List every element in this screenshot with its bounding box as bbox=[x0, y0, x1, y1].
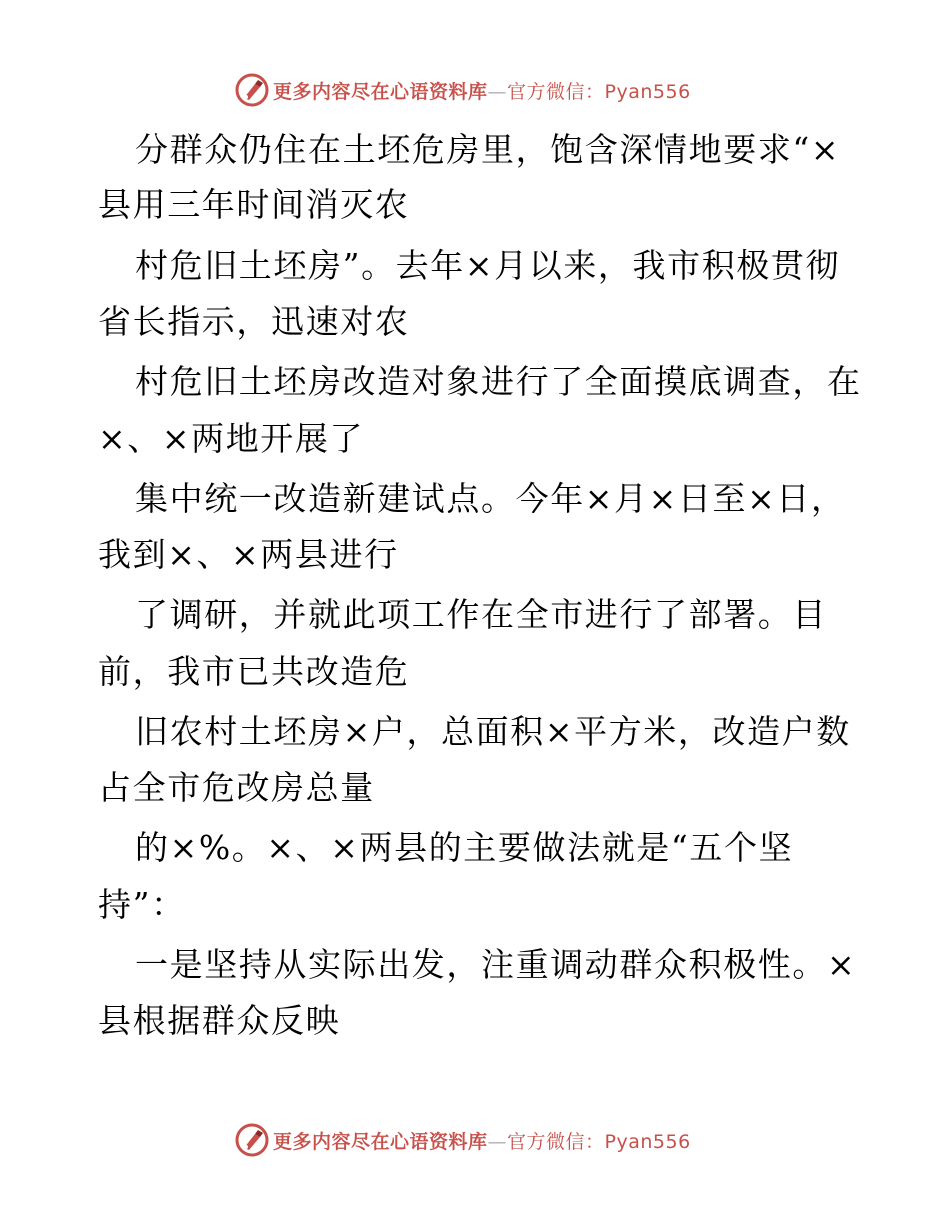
watermark-wechat-text: 官方微信： bbox=[507, 80, 605, 103]
paragraph-line: 省长指示，迅速对农 bbox=[98, 302, 410, 341]
watermark-wechat-id: Pyan556 bbox=[604, 80, 691, 103]
paragraph-line: 持”： bbox=[98, 885, 186, 924]
paragraph-line: 了调研，并就此项工作在全市进行了部署。目 bbox=[135, 595, 827, 634]
watermark-main-text: 更多内容尽在心语资料库 bbox=[273, 1130, 488, 1153]
paragraph-line: 县根据群众反映 bbox=[98, 1001, 341, 1040]
fountain-pen-logo-icon bbox=[235, 1123, 269, 1157]
watermark-wechat-id: Pyan556 bbox=[604, 1130, 691, 1153]
watermark-label bbox=[273, 1127, 691, 1154]
paragraph-line: 我到×、×两县进行 bbox=[98, 535, 399, 574]
paragraph-line: 村危旧土坯房”。去年×月以来，我市积极贯彻 bbox=[135, 246, 841, 285]
watermark-dash: — bbox=[487, 1130, 508, 1153]
paragraph-line: 一是坚持从实际出发，注重调动群众积极性。× bbox=[135, 945, 857, 984]
paragraph-line: 县用三年时间消灭农 bbox=[98, 185, 410, 224]
fountain-pen-logo-icon bbox=[235, 73, 269, 107]
watermark-wechat-text: 官方微信： bbox=[507, 1130, 605, 1153]
watermark-footer bbox=[235, 1120, 691, 1160]
watermark-dash: — bbox=[487, 80, 508, 103]
paragraph-line: 村危旧土坯房改造对象进行了全面摸底调查，在 bbox=[135, 362, 862, 401]
paragraph-line: 旧农村土坯房×户，总面积×平方米，改造户数 bbox=[135, 712, 851, 751]
watermark-label bbox=[273, 77, 691, 104]
paragraph-line: 集中统一改造新建试点。今年×月×日至×日， bbox=[135, 479, 846, 518]
watermark-main-text: 更多内容尽在心语资料库 bbox=[273, 80, 488, 103]
paragraph-line: ×、×两地开展了 bbox=[98, 419, 365, 458]
paragraph-line: 的×%。×、×两县的主要做法就是“五个坚 bbox=[135, 828, 794, 867]
watermark-header bbox=[235, 70, 691, 110]
paragraph-line: 占全市危改房总量 bbox=[98, 768, 375, 807]
paragraph-line: 前，我市已共改造危 bbox=[98, 652, 410, 691]
paragraph-line: 分群众仍住在土坯危房里，饱含深情地要求“× bbox=[135, 130, 841, 169]
